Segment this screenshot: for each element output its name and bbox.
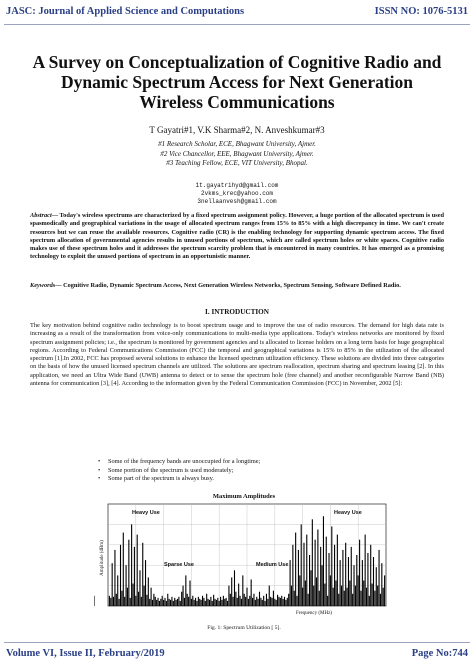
running-foot bbox=[6, 648, 468, 659]
email-list bbox=[20, 182, 454, 206]
abstract-text: — Today's wireless spectrums are characterized by a fixed spectrum assignment policy. However, a huge portion of the allocated spectrum is used spasmodically and geographical variations in the usage of allocated spectrum ranges from 15% to 85% with a high discrepancy in time. We can't create resources but we can reuse the available resources. Cognitive radio (CR) is the enabling technology for supporting dynamic spectrum access. The fixed spectrum allocation of governmental agencies results in unused portions of spectrum, which are called spectrum holes or white spaces. Cognitive radio makes use of these spectrum holes and it addresses the spectrum scarcity problem that is encountered in many countries. It has emerged as a promising technology to exploit the unused portions of spectrum in an opportunistic manner. bbox=[30, 212, 444, 261]
keywords-label: Keywords bbox=[30, 282, 56, 289]
keywords bbox=[30, 282, 444, 290]
affiliation-list bbox=[20, 140, 454, 169]
issn-number: ISSN NO: 1076-5131 bbox=[374, 6, 468, 17]
annotation-medium-use: Medium Use bbox=[256, 562, 289, 568]
email-1[interactable]: 1t.gayatrihyd@gmail.com bbox=[195, 182, 279, 189]
keywords-text: — Cognitive Radio, Dynamic Spectrum Access, Next Generation Wireless Networks, Spectrum Sensing, Software Defined Radio. bbox=[55, 282, 401, 289]
chart-x-label: Frequency (MHz) bbox=[296, 611, 332, 616]
chart-y-label: Amplitude (dBm) bbox=[100, 540, 105, 576]
affiliation-2: #2 Vice Chancellor, EEE, Bhagwant University, Ajmer. bbox=[160, 149, 314, 158]
volume-issue: Volume VI, Issue II, February/2019 bbox=[6, 648, 165, 659]
footer-rule bbox=[4, 642, 470, 643]
figure-caption: Fig. 1: Spectrum Utilization [ 5]. bbox=[207, 625, 281, 631]
section-heading-introduction: I. INTRODUCTION bbox=[205, 308, 269, 316]
chart-title: Maximum Amplitudes bbox=[212, 493, 276, 500]
email-2[interactable]: 2vkms_krec@yahoo.com bbox=[200, 190, 273, 197]
abstract-label: Abstract bbox=[30, 212, 52, 219]
paper-title: A Survey on Conceptualization of Cognitive Radio and Dynamic Spectrum Access for Next Generation Wireless Communications bbox=[32, 52, 442, 112]
journal-name: JASC: Journal of Applied Science and Computations bbox=[6, 6, 245, 17]
annotation-heavy-use-left: Heavy Use bbox=[132, 510, 160, 516]
bullet-item: • Some of the frequency bands are unoccupied for a longtime; bbox=[108, 458, 260, 467]
abstract bbox=[30, 212, 444, 262]
affiliation-3: #3 Teaching Fellow, ECE, VIT University, Bhopal. bbox=[166, 159, 308, 167]
annotation-sparse-use: Sparse Use bbox=[164, 562, 194, 568]
introduction-paragraph: The key motivation behind cognitive radio technology is to boost spectrum usage and to improve the use of radio resources. The demand for high data rate is increasing as a result of the transformation from voice-only communications to multi-media type applications. Today's wireless networks are monitored by fixed spectrum assignment policies; i.e., the spectrum is monitored by government agencies and is allocated to license holders on a long term basis for huge geographical regions. According to Federal Communications Commission (FCC) the temporal and geographical variations is 15% to 85% in the utilization of the allocated spectrum [1].In 2002, FCC has proposed several solutions to enhance the licensed spectrum utilization efficiency. These solutions are divided into three categories on the basis of how the unused licensed spectrum channels are utilized. The solutions are spectrum reallocation, spectrum sharing and spectrum leasing [2]. In this application, we need an Ultra Wide Band (UWB) antenna to detect or to sense the spectrum hole (free channel) and another reconfigurable Narrow Band (NB) antenna for communication [3], [4]. According to the information given by the Federal Communication Commission (FCC) in November, 2002 [5]: bbox=[30, 322, 444, 388]
spectrum-utilization-chart bbox=[94, 490, 394, 618]
bullet-item: • Some portion of the spectrum is used moderately; bbox=[108, 467, 260, 476]
author-list: T Gayatri#1, V.K Sharma#2, N. Anveshkumar#3 bbox=[149, 125, 325, 135]
bullet-item: • Some part of the spectrum is always busy. bbox=[108, 475, 260, 484]
running-head bbox=[6, 6, 468, 24]
affiliation-1: #1 Research Scholar, ECE, Bhagwant University, Ajmer. bbox=[158, 140, 316, 148]
email-3[interactable]: 3nellaanvesh@gmail.com bbox=[197, 198, 277, 205]
annotation-heavy-use-right: Heavy Use bbox=[334, 510, 362, 516]
bullet-list bbox=[108, 458, 260, 484]
page-number: Page No:744 bbox=[411, 648, 468, 659]
header-rule bbox=[4, 24, 470, 25]
